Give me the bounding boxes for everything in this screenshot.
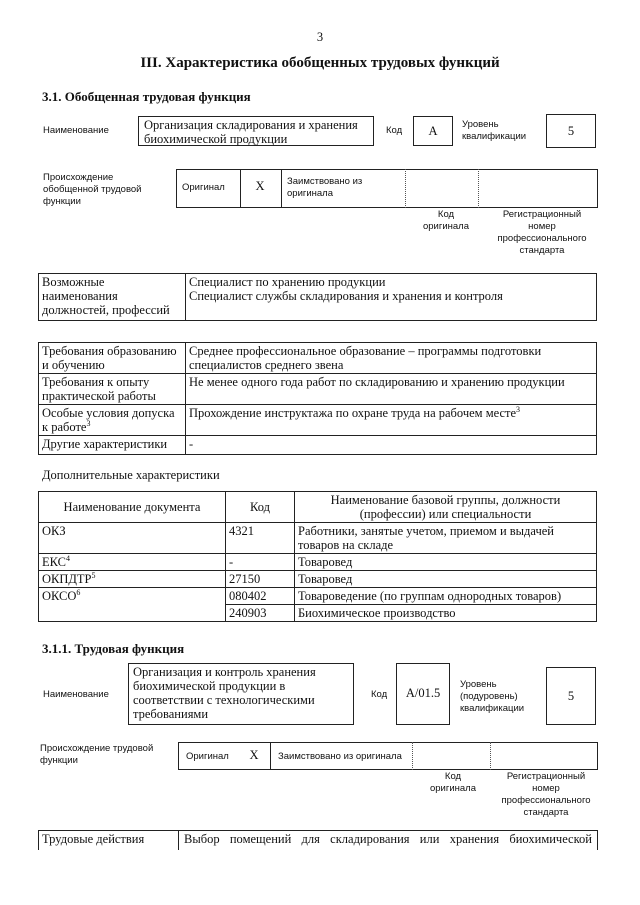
req-label-cell xyxy=(39,405,186,436)
tf-original-mark: X xyxy=(249,748,259,762)
tf-code-label: Код xyxy=(371,689,388,700)
extra-name: Работники, занятые учетом, приемом и выдачей товаров на складе xyxy=(295,523,597,554)
gf-code-label: Код xyxy=(386,125,403,136)
footnote-mark: 3 xyxy=(86,418,91,428)
positions-table xyxy=(38,273,597,321)
gf-reg-label: Регистрационный номер профессионального стандарта xyxy=(497,209,587,256)
tf-origin-label: Происхождение трудовой функции xyxy=(40,743,154,766)
req-value-cell xyxy=(186,405,597,436)
tf-code-value: А/01.5 xyxy=(396,663,450,725)
extra-code: 240903 xyxy=(226,605,295,622)
extra-code: 080402 xyxy=(226,588,295,605)
gf-origin-divider xyxy=(281,169,282,208)
gf-name-label: Наименование xyxy=(43,125,109,136)
extra-doc-cell xyxy=(39,571,226,588)
tf-level-label: Уровень (подуровень) квалификации xyxy=(460,679,525,714)
tf-level-value: 5 xyxy=(546,667,596,725)
footnote-mark: 3 xyxy=(516,404,521,414)
extra-doc: ЕКС xyxy=(42,555,66,569)
gf-original-mark: X xyxy=(255,179,265,193)
extra-code: 27150 xyxy=(226,571,295,588)
requirements-table xyxy=(38,342,597,455)
req-value: Прохождение инструктажа по охране труда на рабочем месте xyxy=(189,406,517,420)
page-number: 3 xyxy=(316,30,324,44)
extra-code: - xyxy=(226,554,295,571)
section-title: III. Характеристика обобщенных трудовых функций xyxy=(140,55,500,71)
tf-origin-divider xyxy=(412,742,413,770)
gf-code-orig-label: Код оригинала xyxy=(422,209,469,232)
actions-border xyxy=(597,830,598,850)
footnote-mark: 5 xyxy=(91,570,96,580)
actions-label: Трудовые действия xyxy=(42,832,145,846)
tf-name-value: Организация и контроль хранения биохимической продукции в соответствии с технологическими требованиями xyxy=(128,663,354,725)
extra-header: Наименование документа xyxy=(39,492,226,523)
req-value: - xyxy=(186,436,597,455)
actions-border xyxy=(178,830,179,850)
gf-origin-divider xyxy=(478,169,479,208)
req-value: Среднее профессиональное образование – программы подготовки специалистов среднего звена xyxy=(186,343,597,374)
gf-origin-label: Происхождение обобщенной трудовой функции xyxy=(43,172,142,207)
extra-doc: ОКСО xyxy=(42,589,77,603)
gf-origin-divider xyxy=(405,169,406,208)
extra-name: Товаровед xyxy=(295,554,597,571)
gf-heading: 3.1. Обобщенная трудовая функция xyxy=(42,89,251,104)
req-value: Не менее одного года работ по складированию и хранению продукции xyxy=(186,374,597,405)
extra-doc-cell xyxy=(39,554,226,571)
req-label: Другие характеристики xyxy=(39,436,186,455)
extra-doc-cell xyxy=(39,588,226,622)
req-label: Особые условия допуска к работе xyxy=(42,406,175,434)
tf-code-orig-label: Код оригинала xyxy=(429,771,476,794)
extra-table xyxy=(38,491,597,622)
footnote-mark: 6 xyxy=(76,587,81,597)
tf-origin-divider xyxy=(270,742,271,770)
gf-code-value: А xyxy=(413,116,453,146)
extra-doc: ОКПДТР xyxy=(42,572,92,586)
footnote-mark: 4 xyxy=(66,553,70,563)
extra-code: 4321 xyxy=(226,523,295,554)
tf-name-label: Наименование xyxy=(43,689,109,700)
extra-header: Наименование базовой группы, должности (профессии) или специальности xyxy=(295,492,597,523)
actions-value: Выбор помещений для складирования или хранения биохимической xyxy=(184,832,592,846)
extra-doc-cell xyxy=(39,523,226,554)
extra-name: Товароведение (по группам однородных товаров) xyxy=(295,588,597,605)
req-label: Требования образованию и обучению xyxy=(39,343,186,374)
gf-borrowed-label: Заимствовано из оригинала xyxy=(287,176,363,199)
extra-name: Товаровед xyxy=(295,571,597,588)
tf-reg-label: Регистрационный номер профессионального стандарта xyxy=(501,771,591,818)
extra-heading: Дополнительные характеристики xyxy=(42,468,220,482)
positions-label: Возможные наименования должностей, профессий xyxy=(39,274,186,321)
tf-borrowed-label: Заимствовано из оригинала xyxy=(278,751,402,762)
position-item: Специалист службы складирования и хранения и контроля xyxy=(189,289,503,303)
extra-name: Биохимическое производство xyxy=(295,605,597,622)
tf-heading: 3.1.1. Трудовая функция xyxy=(42,641,185,656)
extra-doc: ОКЗ xyxy=(42,524,66,538)
gf-original-label: Оригинал xyxy=(182,182,225,193)
extra-header: Код xyxy=(226,492,295,523)
actions-top-border xyxy=(38,830,597,831)
gf-name-value: Организация складирования и хранения биохимической продукции xyxy=(138,116,374,146)
gf-level-label: Уровень квалификации xyxy=(462,119,527,142)
gf-level-value: 5 xyxy=(546,114,596,148)
req-label: Требования к опыту практической работы xyxy=(39,374,186,405)
tf-origin-divider xyxy=(490,742,491,770)
actions-border xyxy=(38,830,39,850)
position-item: Специалист по хранению продукции xyxy=(189,275,386,289)
tf-original-label: Оригинал xyxy=(186,751,229,762)
